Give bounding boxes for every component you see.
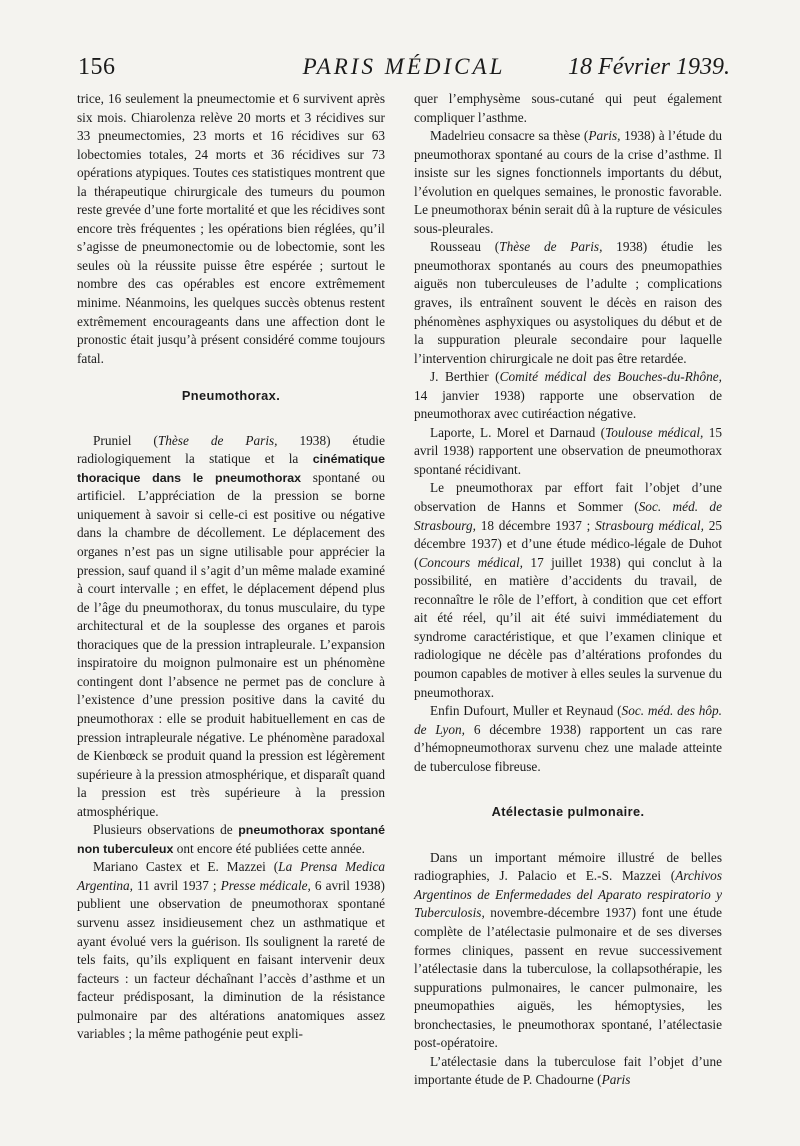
citation: Comité médical des Bouches-du-Rhône, xyxy=(499,369,722,385)
citation: Paris xyxy=(601,1072,631,1088)
bold-term: pneumothorax spontané non tuberculeux xyxy=(77,823,385,856)
page-number: 156 xyxy=(78,54,116,80)
paragraph: Enfin Dufourt, Muller et Reynaud (Soc. méd. des hôp. de Lyon, 6 décembre 1938) rapportent un cas rare d’hémopneumothorax survenu chez une malade atteinte de tuberculose fibreuse. xyxy=(414,703,722,774)
paragraph: trice, 16 seulement la pneumectomie et 6 survivent après six mois. Chiarolenza relève 20 morts et 3 récidives sur 33 pneumectomies, 23 morts et 16 récidives sur 63 lobectomies totales, 24 morts et 36 récidives sur 73 opérations atypiques. Toutes ces statistiques montrent que la thérapeutique chirurgicale des tumeurs du poumon reste grevée d’une forte mortalité et que les récidives sont encore très fréquentes ; les opérations bien réglées, qu’il s’agisse de pneumonectomie ou de lobectomie, sont les seules où la réussite puisse être espérée ; surtout le nombre des cas opérables est encore extrêmement minime. Néanmoins, les quelques succès obtenus restent extrêmement encourageants dans une affection dont le pronostic était jusqu’à présent considéré comme toujours fatal. xyxy=(77,91,385,366)
paragraph: Pruniel (Thèse de Paris, 1938) étudie radiologiquement la statique et la cinématique thoracique dans le pneumothorax spontané ou artificiel. L’appréciation de la pression se borne uniquement à savoir si celle-ci est positive ou négative dans la chambre de décollement. Le déplacement des organes n’est pas un signe utilisable pour apprécier la pression, sauf quand il s’agit d’un même malade examiné à court intervalle ; en effet, le déplacement dépend plus de l’âge du pneumothorax, du tonus musculaire, du type architectural et de la souplesse des organes et parois thoraciques que de la pression intrapleurale. L’expansion inspiratoire du moignon pulmonaire est un phénomène contingent dont l’absence ne permet pas de conclure à l’existence d’une pression positive dans la cavité du pneumothorax : elle se produit habituellement en cas de pression intrapleurale négative. Le phénomène paradoxal de Kienbœck se produit quand la pression est légèrement supérieure à la pression atmosphérique, et disparaît quand la pression est très supérieure à la pression atmosphérique. xyxy=(77,432,385,819)
paragraph: Dans un important mémoire illustré de belles radiographies, J. Palacio et E.-S. Mazzei (Archivos Argentinos de Enfermedades del Aparato respiratorio y Tuberculosis, novembre-décembre 1937) font une étude complète de l’atélectasie pulmonaire et de ses diverses formes cliniques, passent en revue successivement l’atélectasie dans la tuberculose, la collapsothérapie, les suppurations pulmonaires, le cancer pulmonaire, les pneumopathies aiguës, les hémoptysies, les bronchectasies, le pneumothorax spontané, l’atélectasie post-opératoire. xyxy=(414,849,722,1051)
left-column xyxy=(77,90,385,1044)
bold-term: cinématique thoracique dans le pneumothorax xyxy=(77,452,385,485)
right-column xyxy=(414,90,722,1090)
running-header xyxy=(78,54,730,86)
section-heading-pneumothorax: Pneumothorax. xyxy=(181,388,281,404)
citation: Toulouse médical, xyxy=(605,424,704,440)
citation: Presse médicale, xyxy=(220,877,311,893)
section-heading-atelectasie: Atélectasie pulmonaire. xyxy=(491,804,645,820)
citation: Concours médical, xyxy=(418,554,523,570)
citation: Thèse de Paris, xyxy=(157,432,278,448)
paragraph: Plusieurs observations de pneumothorax spontané non tuberculeux ont encore été publiées cette année. xyxy=(77,822,385,856)
paragraph: Mariano Castex et E. Mazzei (La Prensa Medica Argentina, 11 avril 1937 ; Presse médicale, 6 avril 1938) publient une observation de pneumothorax spontané survenu assez insidieusement chez un asthmatique et ayant évolué vers la guérison. Ils soulignent la rareté de tels faits, qu’ils expliquent en faisant intervenir deux facteurs : un facteur déchaînant l’accès d’asthme et un facteur prédisposant, la diminution de la résistance pulmonaire par des altérations anatomiques assez variables ; la même pathogénie peut expli- xyxy=(77,859,385,1042)
paragraph: Laporte, L. Morel et Darnaud (Toulouse médical, 15 avril 1938) rapportent une observation de pneumothorax spontané récidivant. xyxy=(414,424,723,477)
citation: Soc. méd. des hôp. de Lyon, xyxy=(414,703,722,737)
paragraph: Rousseau (Thèse de Paris, 1938) étudie les pneumothorax spontanés au cours des pneumopathies aiguës non tuberculeuses de l’adulte ; complications graves, ils entraînent souvent le décès en raison des phénomènes asphyxiques ou asystoliques du début et de la suppuration pleurale secondaire pour laquelle l’intervention chirurgicale ne doit pas être retardée. xyxy=(414,239,722,366)
paragraph: quer l’emphysème sous-cutané qui peut également compliquer l’asthme. xyxy=(414,91,722,125)
paragraph: Le pneumothorax par effort fait l’objet d’une observation de Hanns et Sommer (Soc. méd. de Strasbourg, 18 décembre 1937 ; Strasbourg médical, 25 décembre 1937) et d’une étude médico-légale de Duhot (Concours médical, 17 juillet 1938) qui conclut à la possibilité, en matière d’accidents du travail, de reconnaître le rôle de l’effort, à condition que cet effort ait été réel, qu’il ait été suivi immédiatement du syndrome caractéristique, et que l’examen clinique et radiologique ne décèle pas d’altérations profondes du poumon capables de motiver à elles seules la survenue du pneumothorax. xyxy=(414,480,722,700)
citation: Paris, xyxy=(588,128,621,144)
citation: Strasbourg médical, xyxy=(595,517,704,533)
citation: Soc. méd. de Strasbourg, xyxy=(414,499,722,533)
paragraph: J. Berthier (Comité médical des Bouches-du-Rhône, 14 janvier 1938) rapporte une observation de pneumothorax avec cutiréaction négative. xyxy=(414,369,722,422)
paragraph: L’atélectasie dans la tuberculose fait l’objet d’une importante étude de P. Chadourne (Paris xyxy=(414,1053,722,1088)
citation: Archivos Argentinos de Enfermedades del Aparato respiratorio y Tuberculosis, xyxy=(414,868,722,921)
paragraph: Madelrieu consacre sa thèse (Paris, 1938) à l’étude du pneumothorax spontané au cours de la crise d’asthme. Il insiste sur les signes fonctionnels importants du début, l’évolution en quelques semaines, le pronostic favorable. Le pneumothorax bénin serait dû à la rupture de vésicules sous-pleurales. xyxy=(414,128,722,236)
citation: Thèse de Paris, xyxy=(499,239,603,255)
citation: La Prensa Medica Argentina, xyxy=(77,859,385,893)
journal-title: PARIS MÉDICAL xyxy=(302,54,506,79)
issue-date: 18 Février 1939. xyxy=(568,54,730,80)
